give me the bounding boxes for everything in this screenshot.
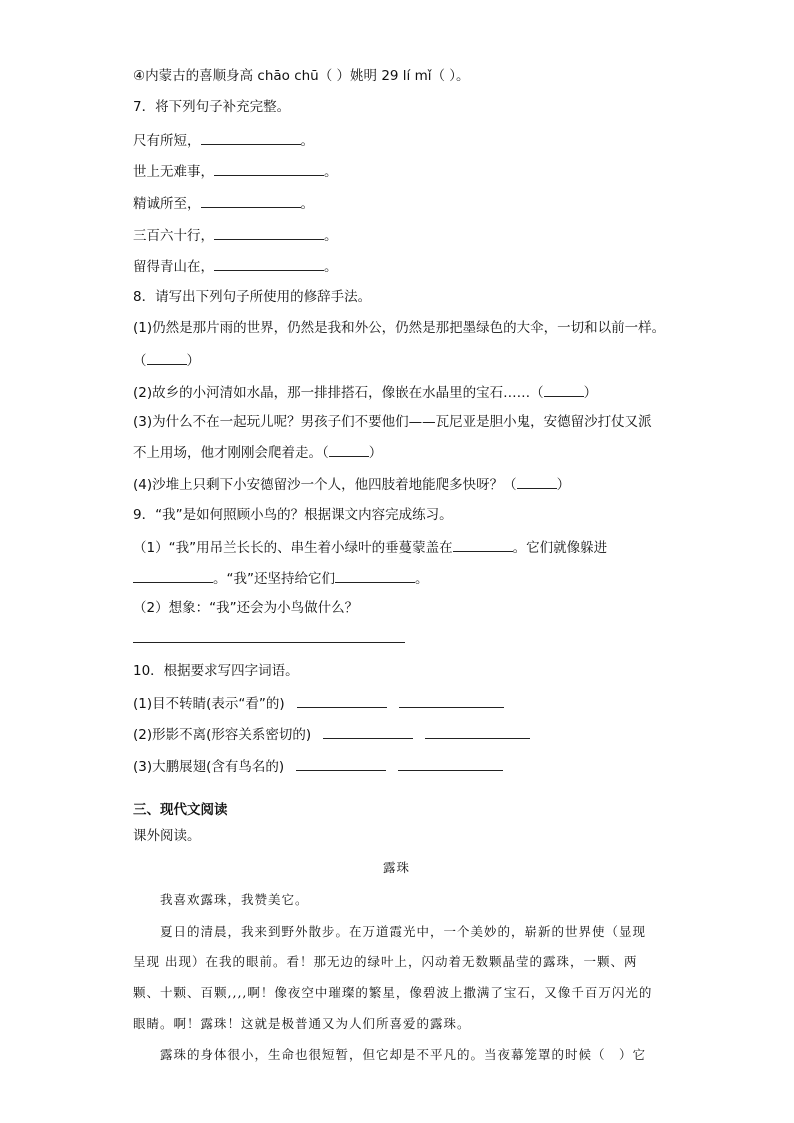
q7-title: 7．将下列句子补充完整。	[133, 99, 291, 115]
q8-title: 8．请写出下列句子所使用的修辞手法。	[133, 289, 372, 305]
answer-blank[interactable]	[329, 442, 369, 457]
answer-blank[interactable]	[323, 724, 413, 739]
passage-title: 露珠	[383, 860, 411, 875]
q8-sentence-1-answer: （ ）	[133, 350, 200, 370]
answer-blank[interactable]	[133, 568, 213, 583]
q10-title: 10．根据要求写四字词语。	[133, 663, 299, 679]
q8-sentence-1: (1)仍然是那片雨的世界，仍然是我和外公，仍然是那把墨绿色的大伞，一切和以前一样。	[133, 320, 666, 336]
passage-paragraph-2b: 呈现 出现）在我的眼前。看！那无边的绿叶上，闪动着无数颗晶莹的露珠，一颗、两	[133, 954, 638, 969]
answer-line[interactable]	[133, 642, 405, 643]
passage-paragraph-2a: 夏日的清晨，我来到野外散步。在万道霞光中，一个美妙的，崭新的世界使（显现	[160, 924, 647, 939]
q7-item-3: 精诚所至， 。	[133, 193, 314, 213]
answer-blank[interactable]	[214, 225, 324, 240]
section-heading: 三、现代文阅读	[133, 802, 228, 818]
section-intro: 课外阅读。	[133, 828, 201, 844]
q8-sentence-2: (2)故乡的小河清如水晶，那一排排搭石，像嵌在水晶里的宝石……（ ）	[133, 382, 597, 402]
q8-sentence-3a: (3)为什么不在一起玩儿呢？男孩子们不要他们——瓦尼亚是胆小鬼，安德留沙打仗又派	[133, 414, 652, 430]
answer-blank[interactable]	[297, 693, 387, 708]
answer-blank[interactable]	[399, 693, 504, 708]
answer-blank[interactable]	[453, 537, 513, 552]
q9-title: 9．“我”是如何照顾小鸟的？根据课文内容完成练习。	[133, 507, 453, 523]
q9-part1a: （1）“我”用吊兰长长的、串生着小绿叶的垂蔓蒙盖在 。它们就像躲进	[133, 537, 607, 557]
answer-blank[interactable]	[201, 130, 301, 145]
q8-sentence-3b: 不上用场，他才刚刚会爬着走。（ ）	[133, 442, 382, 462]
q9-part2: （2）想象：“我”还会为小鸟做什么？	[133, 600, 359, 616]
q10-item-3: (3)大鹏展翅(含有鸟名的)	[133, 756, 503, 776]
answer-blank[interactable]	[425, 724, 530, 739]
answer-blank[interactable]	[335, 568, 415, 583]
answer-blank[interactable]	[214, 256, 324, 271]
answer-blank[interactable]	[517, 474, 557, 489]
q6-item4: ④内蒙古的喜顺身高 chāo chū（ ）姚明 29 lí mǐ（ ）。	[133, 68, 470, 84]
q7-item-5: 留得青山在， 。	[133, 256, 338, 276]
passage-paragraph-1: 我喜欢露珠，我赞美它。	[160, 892, 309, 907]
answer-blank[interactable]	[398, 756, 503, 771]
passage-paragraph-3: 露珠的身体很小，生命也很短暂，但它却是不平凡的。当夜幕笼罩的时候（ ）它	[160, 1047, 647, 1062]
answer-blank[interactable]	[147, 350, 187, 365]
q7-item-1: 尺有所短， 。	[133, 130, 314, 150]
q7-item-4: 三百六十行， 。	[133, 225, 338, 245]
answer-blank[interactable]	[201, 193, 301, 208]
q10-item-2: (2)形影不离(形容关系密切的)	[133, 724, 530, 744]
q9-part1b: 。“我”还坚持给它们 。	[133, 568, 429, 588]
q8-sentence-4: (4)沙堆上只剩下小安德留沙一个人，他四肢着地能爬多快呀？（ ）	[133, 474, 570, 494]
answer-blank[interactable]	[296, 756, 386, 771]
q10-item-1: (1)目不转睛(表示“看”的)	[133, 693, 504, 713]
answer-blank[interactable]	[544, 382, 584, 397]
q7-item-2: 世上无难事， 。	[133, 161, 338, 181]
passage-paragraph-2d: 眼睛。啊！露珠！这就是极普通又为人们所喜爱的露珠。	[133, 1016, 471, 1031]
answer-blank[interactable]	[214, 161, 324, 176]
passage-paragraph-2c: 颗、十颗、百颗,,,,啊！像夜空中璀璨的繁星，像碧波上撒满了宝石，又像千百万闪光的	[133, 985, 653, 1000]
